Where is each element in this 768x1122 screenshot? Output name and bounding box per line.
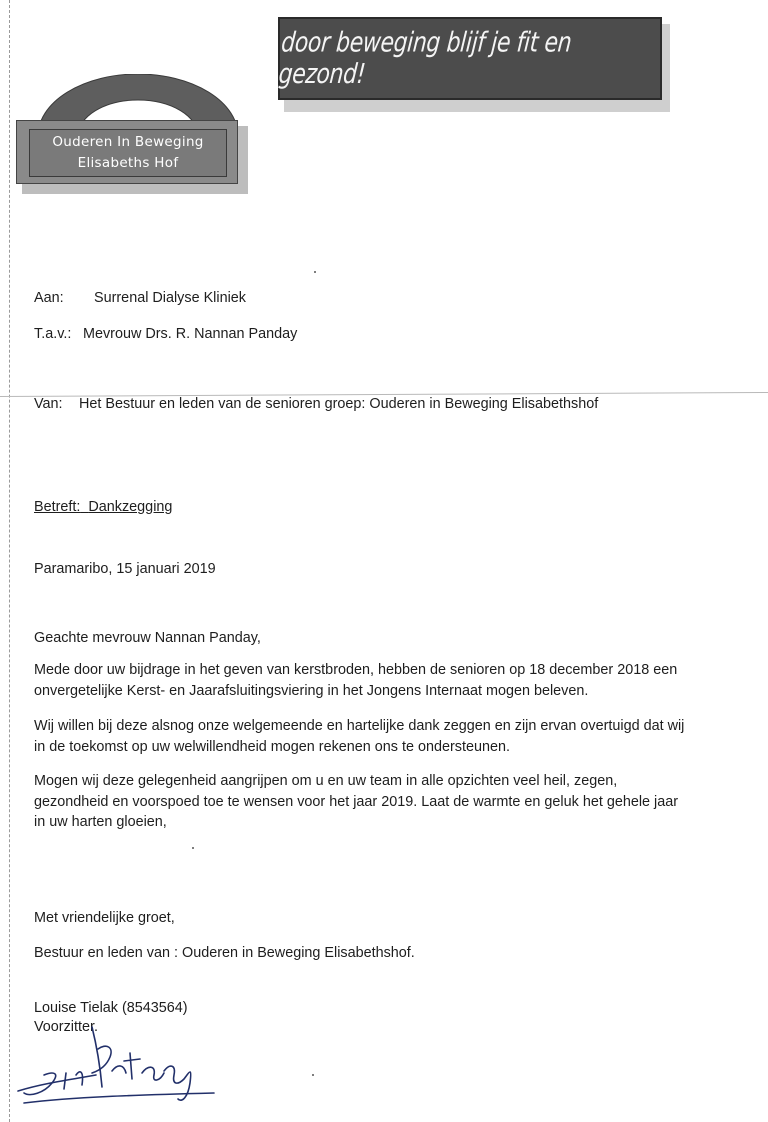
signatory-title: Voorzitter. [34, 1019, 98, 1035]
body-paragraph-3 [34, 771, 744, 833]
sender-value: Het Bestuur en leden van de senioren groep: Ouderen in Beweging Elisabethshof [79, 396, 599, 412]
attention-label: T.a.v.: [34, 326, 72, 342]
slogan-text: door beweging blijf je fit en gezond! [277, 27, 573, 90]
attention-line [34, 324, 297, 344]
handwritten-signature [14, 1013, 244, 1113]
signatory-name: Louise Tielak (8543564) [34, 1000, 188, 1016]
logo-line-1: Ouderen In Beweging [52, 134, 204, 150]
place-date: Paramaribo, 15 januari 2019 [34, 561, 216, 577]
body-paragraph-2 [34, 716, 744, 757]
paragraph-2-line-1: Wij willen bij deze alsnog onze welgemeende en hartelijke dank zeggen en zijn ervan overtuigd dat wij [34, 718, 685, 734]
paragraph-1-line-2: onvergetelijke Kerst- en Jaarafsluitingsviering in het Jongens Internaat mogen beleven. [34, 682, 589, 699]
paragraph-1-line-1: Mede door uw bijdrage in het geven van kerstbroden, hebben de senioren op 18 december 2018 een [34, 662, 678, 678]
sender-line [34, 394, 598, 414]
attention-value: Mevrouw Drs. R. Nannan Panday [83, 326, 298, 342]
paragraph-3-line-2: gezondheid en voorspoed toe te wensen voor het jaar 2019. Laat de warmte en geluk het gehele jaar [34, 793, 679, 810]
scan-speck [192, 847, 194, 849]
subject-line [34, 497, 172, 517]
logo [16, 120, 238, 184]
recipient-line [34, 288, 246, 308]
closing-greeting: Met vriendelijke groet, [34, 910, 175, 926]
subject-label: Betreft: [34, 499, 81, 515]
paragraph-3-line-1: Mogen wij deze gelegenheid aangrijpen om u en uw team in alle opzichten veel heil, zegen, [34, 773, 618, 789]
slogan-banner [278, 17, 662, 100]
scan-edge [9, 0, 10, 1122]
logo-inner [29, 129, 227, 177]
recipient-label: Aan: [34, 290, 64, 306]
paragraph-3-line-3: in uw harten gloeien, [34, 814, 167, 830]
scan-speck [314, 271, 316, 273]
sender-label: Van: [34, 396, 63, 412]
scan-speck [312, 1074, 314, 1076]
paragraph-2-line-2: in de toekomst op uw welwillendheid mogen rekenen ons te ondersteunen. [34, 738, 510, 755]
body-paragraph-1 [34, 660, 744, 701]
logo-line-2: Elisabeths Hof [77, 155, 179, 171]
salutation: Geachte mevrouw Nannan Panday, [34, 630, 261, 646]
subject-value: Dankzegging [88, 499, 173, 515]
closing-sender: Bestuur en leden van : Ouderen in Beweging Elisabethshof. [34, 945, 415, 961]
recipient-value: Surrenal Dialyse Kliniek [94, 290, 246, 306]
